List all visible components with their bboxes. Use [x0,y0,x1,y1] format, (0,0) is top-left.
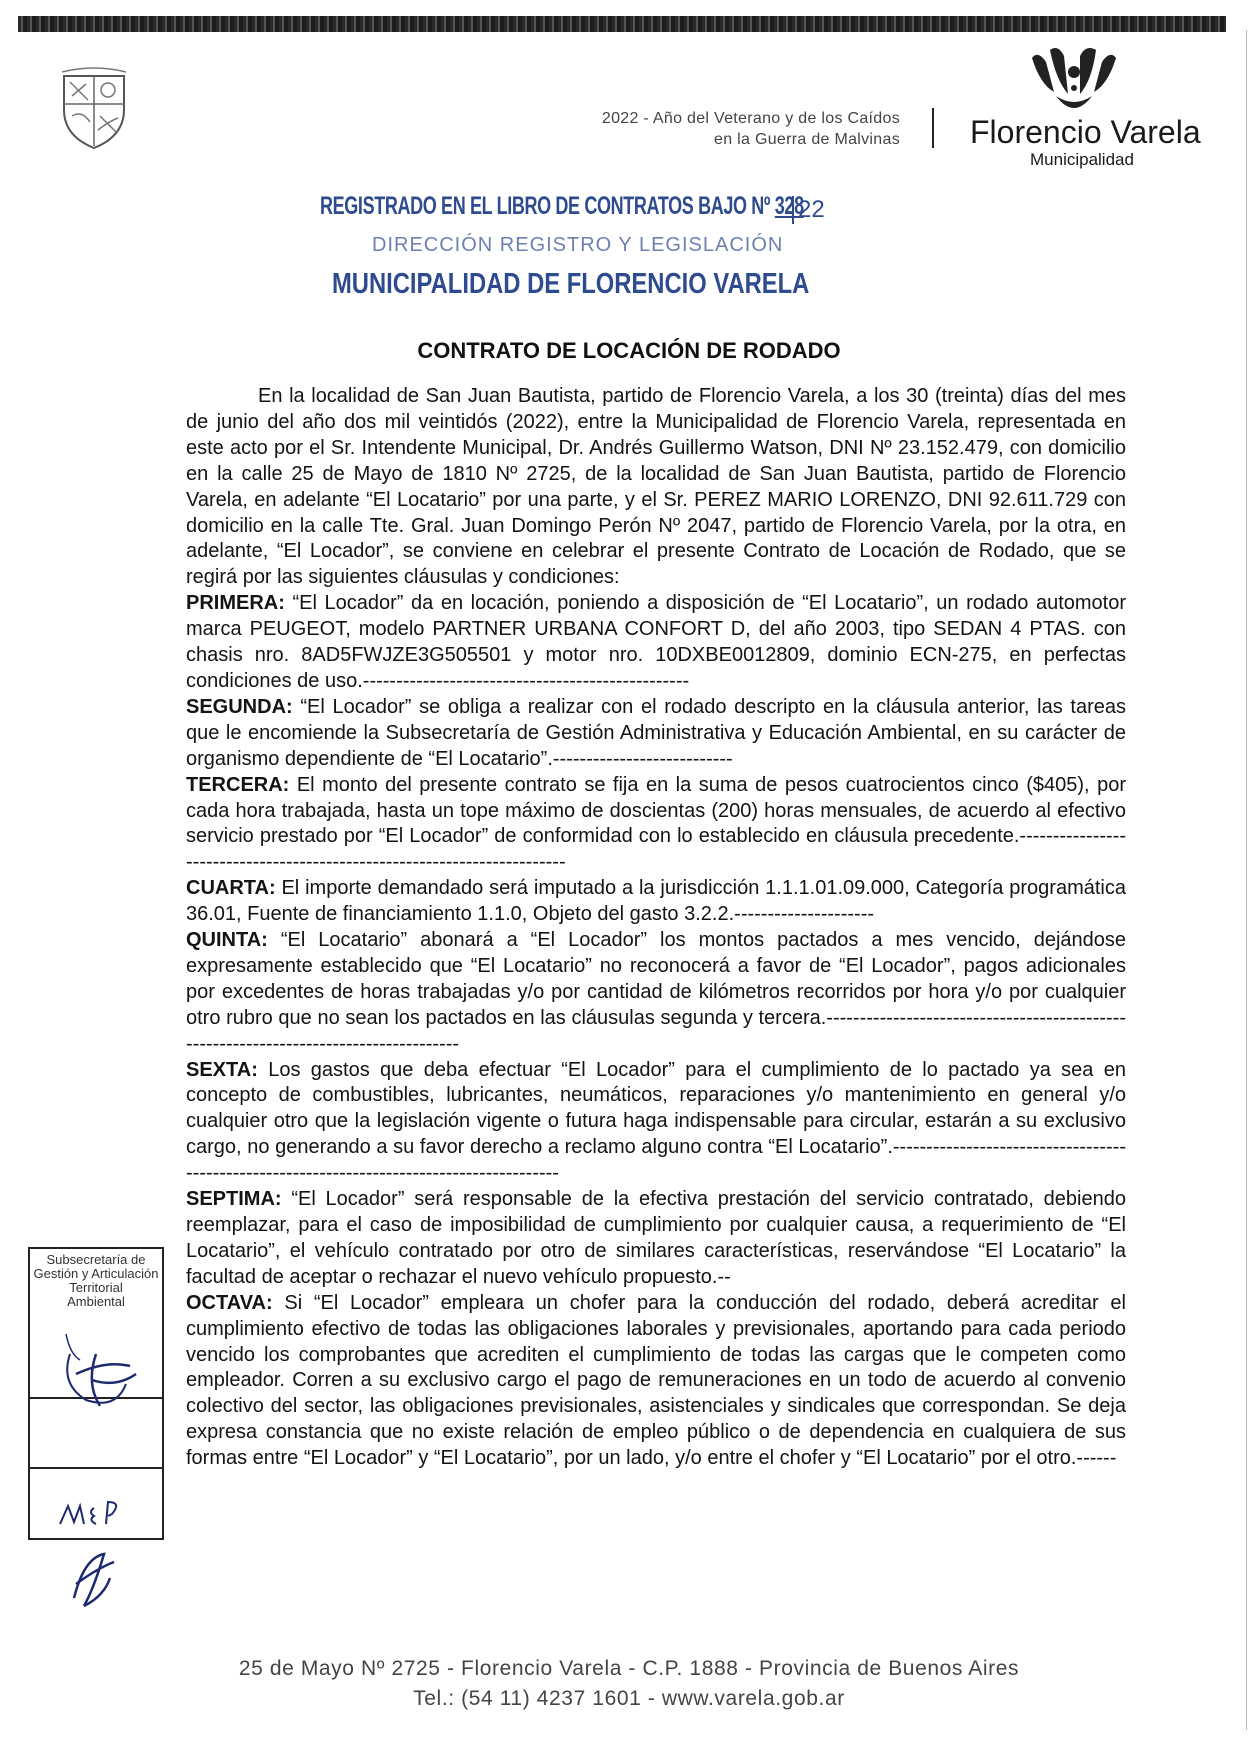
approval-stamp-line-4: Ambiental [67,1294,125,1309]
clause-heading: SEXTA: [186,1058,258,1081]
clause-heading: QUINTA: [186,929,268,952]
clause-text: “El Locatario” abonará a “El Locador” los montos pactados a mes vencido, dejándose expresamente establecido que “El Locatario” no reconocerá a favor de “El Locador”, pagos adicionales por excedentes de horas trabajadas y/o por cantidad de kilómetros recorridos por hora y/o por cualquier otro rubro que no sean los pactados en las cláusulas segunda y tercera.-------------------------------------------------------------------------------------- [186,929,1126,1055]
clause-text: “El Locador” da en locación, poniendo a disposición de “El Locatario”, un rodado automotor marca PEUGEOT, modelo PARTNER URBANA CONFORT D, del año 2003, tipo SEDAN 4 PTAS. con chasis nro. 8AD5FWJZE3G505501 y motor nro. 10DXBE0012809, dominio ECN-275, en perfectas condiciones de uso.------------------------------------------------- [186,592,1126,692]
header-divider [932,108,934,148]
initials-signature-icon [54,1488,144,1628]
clause-cuarta [186,876,1126,928]
clause-heading: PRIMERA: [186,592,285,615]
florencio-varela-logo-icon [1026,44,1122,122]
stamp-line-1 [320,192,804,221]
clause-octava [186,1291,1126,1472]
clause-text: El importe demandado será imputado a la jurisdicción 1.1.1.01.09.000, Categoría programática 36.01, Fuente de financiamiento 1.1.0, Objeto del gasto 3.2.2.--------------------- [186,877,1126,926]
intro-paragraph: En la localidad de San Juan Bautista, partido de Florencio Varela, a los 30 (treinta) días del mes de junio del año dos mil veintidós (2022), entre la Municipalidad de Florencio Varela, representada en este acto por el Sr. Intendente Municipal, Dr. Andrés Guillermo Watson, DNI Nº 23.152.479, con domicilio en la calle 25 de Mayo de 1810 Nº 2725, de la localidad de San Juan Bautista, partido de Florencio Varela, en adelante “El Locatario” por una parte, y el Sr. PEREZ MARIO LORENZO, DNI 92.611.729 con domicilio en la calle Tte. Gral. Juan Domingo Perón Nº 2047, partido de Florencio Varela, por la otra, en adelante, “El Locador”, se conviene en celebrar el presente Contrato de Locación de Rodado, que se regirá por las siguientes cláusulas y condiciones: [186,385,1126,589]
footer-contact: Tel.: (54 11) 4237 1601 - www.varela.gob.ar [413,1687,845,1710]
contract-body [186,384,1126,1472]
approval-stamp-label [30,1249,162,1309]
header-motto [460,108,900,150]
clause-tercera [186,773,1126,877]
clause-text: “El Locador” será responsable de la efectiva prestación del servicio contratado, debiendo reemplazar, para el caso de imposibilidad de cumplimiento por cualquier causa, a requerimiento de “El Locatario”, el vehículo contratado por otro de similares características, reservándose “El Locatario” la facultad de aceptar o rechazar el nuevo vehículo propuesto.-- [186,1188,1126,1288]
clause-heading: SEPTIMA: [186,1188,282,1211]
clause-text: Los gastos que deba efectuar “El Locador” para el cumplimiento de lo pactado ya sea en concepto de combustibles, lubricantes, neumáticos, reparaciones y/o mantenimiento en general y/o cualquier otro que la legislación vigente o futura haga indispensable para circular, estarán a su exclusivo cargo, no generando a su favor derecho a reclamo alguno contra “El Locatario”.------------------------------------------------------------------------------------------- [186,1058,1126,1185]
document-title: CONTRATO DE LOCACIÓN DE RODADO [417,338,841,363]
approval-stamp-line-3: Territorial [69,1280,123,1295]
approval-stamp-line-2: Gestión y Articulación [33,1266,159,1281]
clause-quinta [186,928,1126,1058]
logo-name: Florencio Varela [970,114,1201,150]
clause-heading: CUARTA: [186,877,276,900]
coat-of-arms-icon [60,66,128,150]
stamp-line-2: DIRECCIÓN REGISTRO Y LEGISLACIÓN [372,234,784,256]
clause-heading: SEGUNDA: [186,695,293,718]
stamp-year: 22 [792,196,825,224]
clause-text: “El Locador” se obliga a realizar con el rodado descripto en la cláusula anterior, las tareas que le encomiende la Subsecretaría de Gestión Administrativa y Educación Ambiental, en su carácter de organismo dependiente de “El Locatario”.--------------------------- [186,695,1126,770]
stamp-contract-number: 328 [774,192,804,220]
motto-line-2: en la Guerra de Malvinas [714,131,900,148]
stamp-line-3: MUNICIPALIDAD DE FLORENCIO VARELA [332,268,810,300]
clause-sexta [186,1058,1126,1188]
clause-segunda [186,695,1126,773]
clause-septima [186,1187,1126,1291]
footer-address: 25 de Mayo Nº 2725 - Florencio Varela - C.P. 1888 - Provincia de Buenos Aires [238,1657,1020,1680]
stamp-line-1-prefix: REGISTRADO EN EL LIBRO DE CONTRATOS BAJO Nº [320,192,775,220]
registration-stamp [320,188,840,306]
page-footer [0,1654,1258,1714]
approval-stamp-line-1: Subsecretaría de [46,1252,146,1267]
signature-icon [56,1314,146,1414]
stamp-divider [30,1467,162,1469]
motto-line-1: 2022 - Año del Veterano y de los Caídos [601,110,900,127]
clause-heading: TERCERA: [186,773,290,796]
clause-heading: OCTAVA: [186,1291,273,1314]
clause-primera [186,591,1126,695]
logo-subtitle: Municipalidad [1030,150,1134,169]
scan-border [18,16,1226,32]
scan-edge [1246,30,1247,1730]
clause-text: El monto del presente contrato se fija en la suma de pesos cuatrocientos cinco ($405), por cada hora trabajada, hasta un tope máximo de doscientas (200) horas mensuales, de acuerdo al efectivo servicio prestado por “El Locador” de conformidad con lo establecido en cláusula precedente.------------------------------------------------------------------------- [186,773,1126,874]
clause-text: Si “El Locador” empleara un chofer para la conducción del rodado, deberá acreditar el cumplimiento efectivo de todas las obligaciones laborales y previsionales, aportando para cada periodo vencido los comprobantes que acrediten el cumplimiento de todas las cargas que le competen como empleador. Corren a su exclusivo cargo el pago de remuneraciones en un todo de acuerdo al convenio colectivo del sector, las obligaciones previsionales, asistenciales y sindicales que correspondan. Se deja expresa constancia que no existe relación de empleo público o de dependencia en cualquiera de sus formas entre “El Locador” y “El Locatario”, por un lado, y/o entre el chofer y “El Locatario” por el otro.------ [186,1291,1126,1470]
